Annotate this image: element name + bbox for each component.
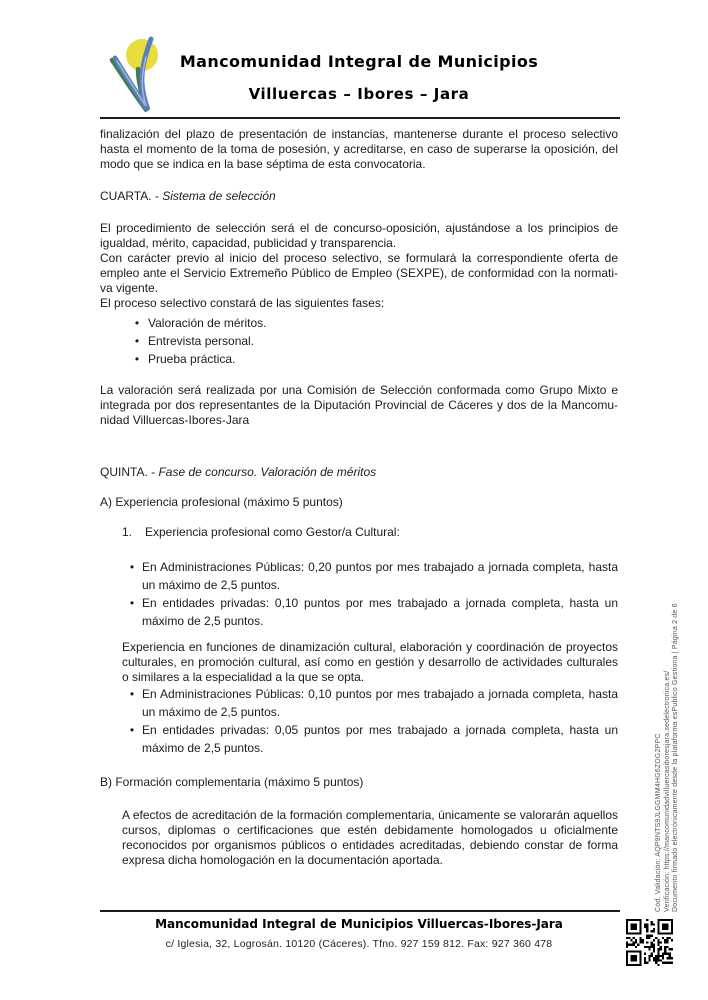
list-item: • En Administraciones Públicas: 0,20 puntos por mes trabajado a jornada completa, hasta un máximo de 2,5 puntos. (122, 558, 618, 594)
document-body (100, 127, 618, 868)
item-text: Experiencia profesional como Gestor/a Cultural: (145, 525, 400, 539)
section-quinta-title: Fase de concurso. Valoración de méritos (158, 465, 377, 479)
bullet-icon: • (129, 596, 135, 610)
list-item: • Entrevista personal. (126, 332, 618, 350)
verification-url: Verificación: https://mancomunidadvilluercasiboresjara.sedelectronica.es/ (663, 670, 671, 912)
paragraph-dinamizacion: Experiencia en funciones de dinamización cultural, elaboración y coordinación de proyectos culturales, en promoción cultural, así como en gestión y desarrollo de actividades culturales o similares a la especialidad a la que se opta. (122, 640, 618, 684)
section-cuarta-title: Sistema de selección (162, 189, 276, 203)
header-divider (100, 117, 620, 119)
header-title-line1: Mancomunidad Integral de Municipios (179, 52, 539, 71)
fases-list (100, 314, 618, 368)
bullet-icon: • (134, 334, 140, 348)
bullet-icon: • (129, 560, 135, 574)
list-item: • Valoración de méritos. (126, 314, 618, 332)
section-cuarta-heading (100, 189, 618, 204)
paragraph-procedimiento: El procedimiento de selección será el de concurso-oposición, ajustándose a los principios de igualdad, mérito, capacidad, publicidad y transparencia. (100, 221, 618, 250)
section-quinta-label: QUINTA. - (100, 465, 156, 479)
bullet-icon: • (129, 687, 135, 701)
experiencia-gestor-list (100, 558, 618, 630)
bullet-icon: • (134, 316, 140, 330)
paragraph-oferta-empleo: Con carácter previo al inicio del proceso selectivo, se formulará la correspondiente oferta de empleo ante el Servicio Extremeño Público de Empleo (SEXPE), de conformidad con la normativa vigente. (100, 251, 618, 295)
signature-note: Documento firmado electrónicamente desde la plataforma esPublico Gestiona | Página 2 de 6 (672, 603, 679, 912)
header (100, 52, 618, 103)
numbered-item-gestor-cultural (100, 525, 618, 540)
paragraph-comision: La valoración será realizada por una Comisión de Selección conformada como Grupo Mixto e integrada por dos representantes de la Diputación Provincial de Cáceres y dos de la Mancomunidad Villuercas-Ibores-Jara (100, 383, 618, 427)
paragraph-acreditacion: A efectos de acreditación de la formación complementaria, únicamente se valorarán aquellos cursos, diplomas o certificaciones que estén debidamente homologados u oficialmente reconocidos por organismos públicos o entidades acreditadas, debiendo constar de forma expresa dicha homologación en la documentación aportada. (122, 808, 618, 867)
footer (100, 917, 618, 950)
heading-formacion-complementaria: B) Formación complementaria (máximo 5 puntos) (100, 775, 364, 789)
bullet-icon: • (134, 352, 140, 366)
bullet-icon: • (129, 723, 135, 737)
section-quinta-heading (100, 465, 618, 480)
item-number: 1. (122, 525, 133, 539)
paragraph-fases-intro: El proceso selectivo constará de las siguientes fases: (100, 296, 385, 310)
list-item: • En entidades privadas: 0,05 puntos por mes trabajado a jornada completa, hasta un máximo de 2,5 puntos. (122, 721, 618, 757)
validation-code: Cód. Validación: AQP9NTS9JLGGMM4HG6ZOG2PPC (655, 733, 662, 912)
list-item: • Prueba práctica. (126, 350, 618, 368)
experiencia-funciones-list (100, 685, 618, 757)
footer-title: Mancomunidad Integral de Municipios Villuercas-Ibores-Jara (155, 917, 563, 931)
footer-address: c/ Iglesia, 32, Logrosán. 10120 (Cáceres). Tfno. 927 159 812. Fax: 927 360 478 (165, 938, 553, 950)
heading-experiencia-profesional: A) Experiencia profesional (máximo 5 puntos) (100, 495, 343, 509)
footer-divider (100, 910, 620, 912)
qr-code (626, 919, 673, 966)
header-title-line2: Villuercas – Ibores – Jara (248, 85, 470, 103)
paragraph-intro: finalización del plazo de presentación de instancias, mantenerse durante el proceso selectivo hasta el momento de la toma de posesión, y acreditarse, en caso de superarse la oposición, del modo que se indica en la base séptima de esta convocatoria. (100, 127, 618, 171)
section-cuarta-label: CUARTA. - (100, 189, 159, 203)
certification-strip (655, 552, 681, 912)
list-item: • En entidades privadas: 0,10 puntos por mes trabajado a jornada completa, hasta un máximo de 2,5 puntos. (122, 594, 618, 630)
list-item: • En Administraciones Públicas: 0,10 puntos por mes trabajado a jornada completa, hasta un máximo de 2,5 puntos. (122, 685, 618, 721)
